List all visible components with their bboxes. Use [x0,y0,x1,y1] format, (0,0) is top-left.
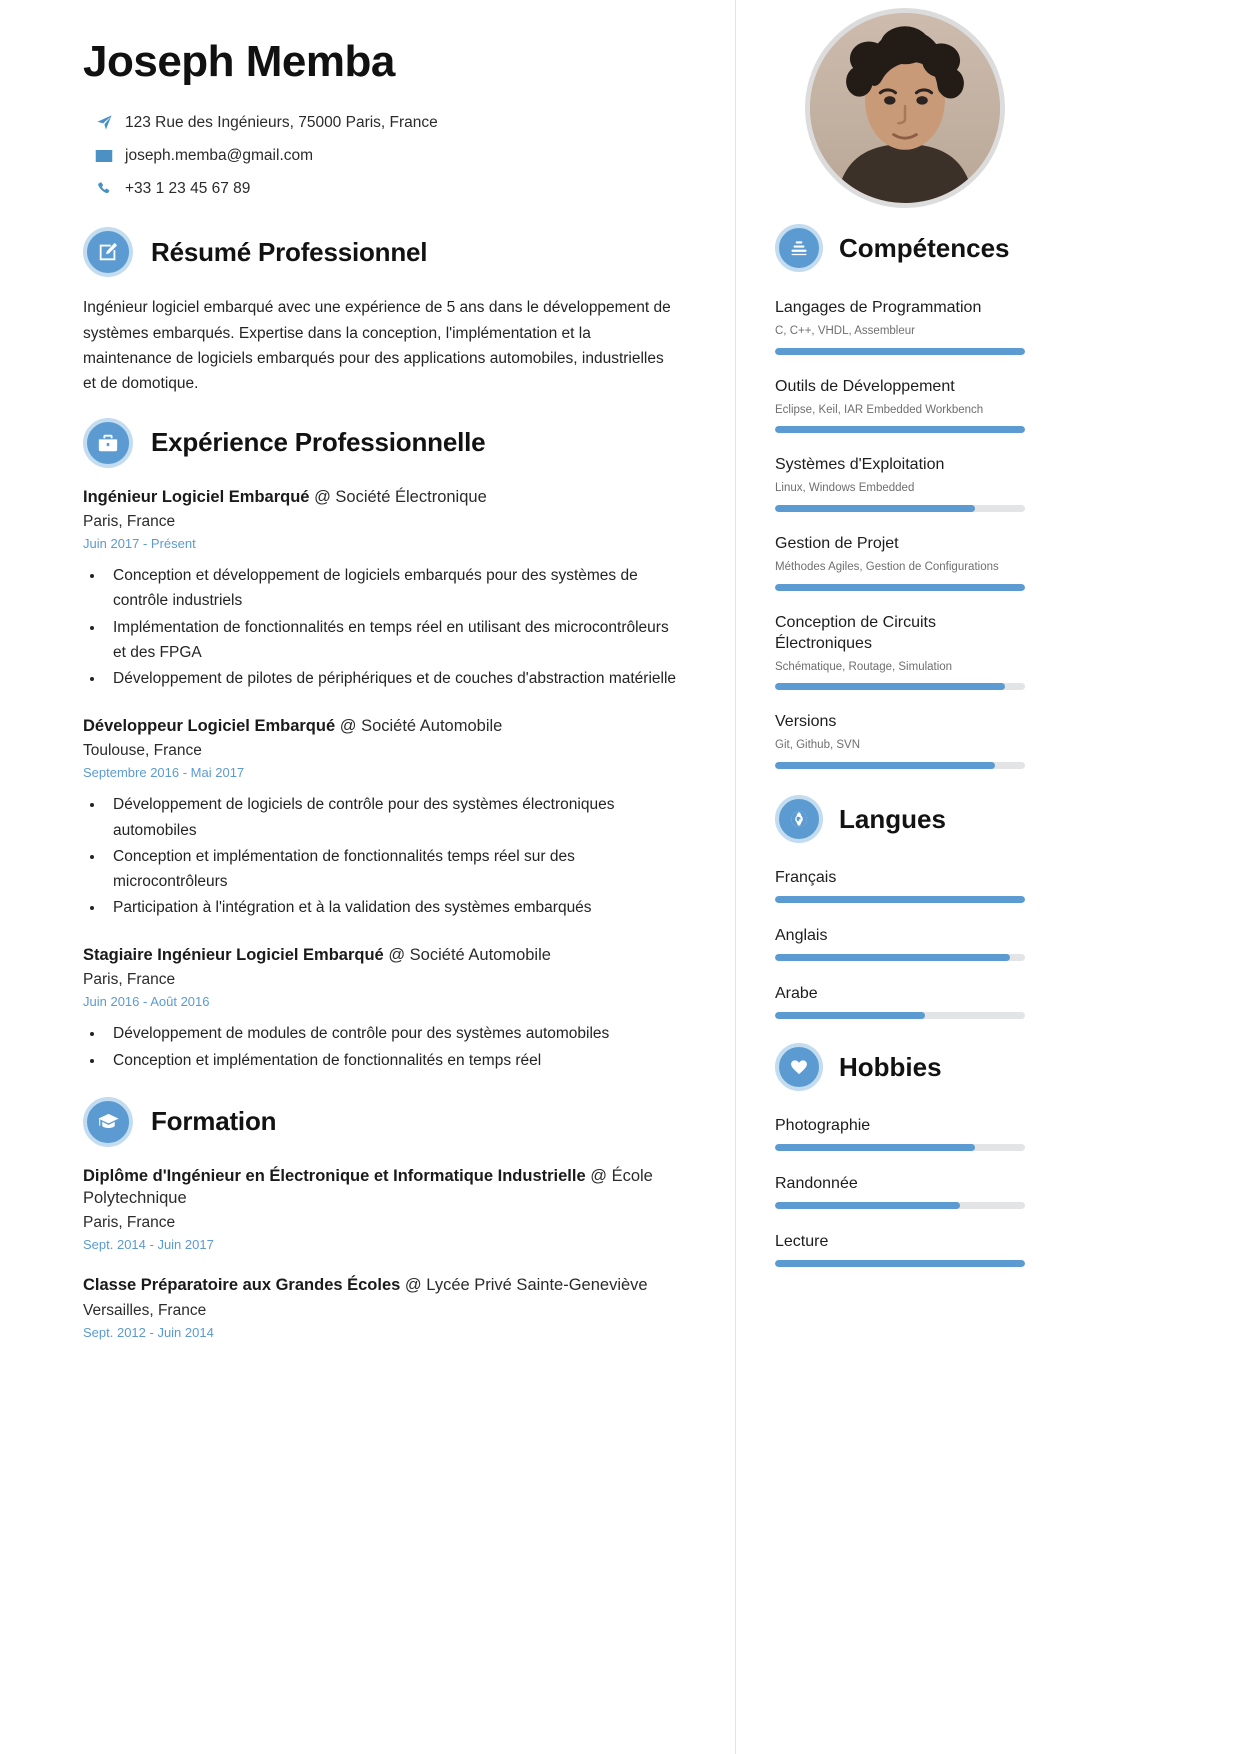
skill-item [775,377,1025,434]
skill-progress-fill [775,584,1025,591]
hobby-progress-fill [775,1260,1025,1267]
briefcase-icon [83,418,133,468]
experience-company: @ Société Automobile [339,716,503,735]
language-progress-fill [775,896,1025,903]
hobby-item [775,1117,1025,1151]
education-entry [83,1274,683,1340]
education-location: Paris, France [83,1214,176,1232]
page-title: Joseph Memba [83,37,395,86]
skill-item [775,455,1025,512]
main-column [83,0,683,1362]
section-header-languages [775,795,1025,843]
experience-dates: Juin 2016 - Août 2016 [83,994,210,1010]
list-item: • Conception et développement de logiciels embarqués pour des systèmes de contrôle industriels [105,563,683,613]
contact-phone-text: +33 1 23 45 67 89 [125,179,251,197]
education-entry-title [83,1165,683,1210]
section-header-summary [83,227,683,277]
experience-entry-title [83,944,683,966]
skill-name: Conception de Circuits Électroniques [775,613,936,652]
skill-progress-bar [775,683,1025,690]
skill-name: Langages de Programmation [775,299,982,316]
skill-progress-bar [775,426,1025,433]
experience-entry [83,944,683,1010]
language-name: Français [775,869,837,887]
experience-entry-title [83,715,683,737]
experience-role: Stagiaire Ingénieur Logiciel Embarqué [83,945,384,964]
heart-icon [775,1043,823,1091]
language-progress-bar [775,1012,1025,1019]
section-title-languages: Langues [839,803,946,834]
section-title-experience: Expérience Professionnelle [151,427,486,458]
experience-company: @ Société Automobile [388,945,551,964]
education-school: @ Lycée Privé Sainte-Geneviève [404,1276,648,1295]
experience-entry-title [83,486,683,508]
list-item: • Participation à l'intégration et à la validation des systèmes embarqués [105,895,683,920]
education-school: @ École Polytechnique [83,1166,653,1207]
phone-icon [83,181,125,197]
list-item: • Conception et implémentation de fonctionnalités temps réel sur des microcontrôleurs [105,844,683,894]
skill-item [775,613,1025,691]
contact-phone [83,172,683,205]
hobby-progress-bar [775,1144,1025,1151]
experience-dates: Juin 2017 - Présent [83,536,196,552]
skill-name: Systèmes d'Exploitation [775,456,945,474]
skill-name: Gestion de Projet [775,535,899,553]
contact-address-text: 123 Rue des Ingénieurs, 75000 Paris, France [125,113,438,131]
language-progress-fill [775,954,1010,961]
skill-progress-bar [775,348,1025,355]
education-dates: Sept. 2012 - Juin 2014 [83,1324,214,1340]
experience-bullets [105,563,683,691]
language-item [775,985,1025,1019]
list-item: • Conception et implémentation de fonctionnalités en temps réel [105,1048,683,1073]
sidebar [775,0,1025,1291]
language-item [775,869,1025,903]
skill-description: Linux, Windows Embedded [775,482,915,495]
hobby-progress-bar [775,1260,1025,1267]
hobby-item [775,1175,1025,1209]
contact-email [83,139,683,172]
language-name: Anglais [775,927,828,945]
experience-company: @ Société Électronique [314,487,487,506]
list-item: • Implémentation de fonctionnalités en temps réel en utilisant des microcontrôleurs et des FPGA [105,615,683,665]
section-title-hobbies: Hobbies [839,1051,942,1082]
language-progress-fill [775,1012,925,1019]
section-title-education: Formation [151,1106,277,1137]
experience-bullets [105,792,683,920]
skill-description: Eclipse, Keil, IAR Embedded Workbench [775,403,984,416]
skill-progress-bar [775,584,1025,591]
experience-role: Ingénieur Logiciel Embarqué [83,487,310,506]
language-name: Arabe [775,985,818,1003]
hobby-item [775,1233,1025,1267]
section-title-skills: Compétences [839,232,1010,263]
skill-progress-fill [775,762,995,769]
skill-description: Git, Github, SVN [775,739,861,752]
experience-dates: Septembre 2016 - Mai 2017 [83,765,245,781]
contact-address [83,106,683,139]
edit-pencil-icon [83,227,133,277]
section-header-skills [775,224,1025,272]
experience-entry [83,715,683,781]
contact-email-text: joseph.memba@gmail.com [125,146,314,164]
experience-entry [83,486,683,552]
section-header-experience [83,418,683,468]
hobby-progress-fill [775,1202,960,1209]
email-icon [83,149,125,163]
section-title-summary: Résumé Professionnel [151,236,428,267]
skill-progress-bar [775,762,1025,769]
hobby-progress-fill [775,1144,975,1151]
education-location: Versailles, France [83,1301,207,1319]
skill-progress-fill [775,505,975,512]
skill-progress-fill [775,348,1025,355]
language-item [775,927,1025,961]
hobby-name: Lecture [775,1233,829,1251]
skill-name: Versions [775,713,837,731]
skill-description: C, C++, VHDL, Assembleur [775,324,915,337]
skill-item [775,298,1025,355]
list-item: • Développement de modules de contrôle pour des systèmes automobiles [105,1021,683,1046]
column-divider [735,0,736,1754]
skill-description: Méthodes Agiles, Gestion de Configurations [775,561,999,573]
skill-item [775,712,1025,769]
hobby-name: Photographie [775,1117,871,1135]
skills-bars-icon [775,224,823,272]
experience-role: Développeur Logiciel Embarqué [83,716,336,735]
hobby-name: Randonnée [775,1175,858,1193]
experience-bullets [105,1021,683,1072]
location-icon [83,114,125,131]
summary-text: Ingénieur logiciel embarqué avec une expérience de 5 ans dans le développement de systèmes embarqués. Expertise dans la conception, l'implémentation et la maintenance de logiciels embarqués pour des applications automobiles, industrielles et de domotique. [83,299,671,392]
education-entry-title [83,1274,683,1296]
experience-location: Paris, France [83,513,176,531]
education-degree: Classe Préparatoire aux Grandes Écoles [83,1276,401,1295]
skill-item [775,534,1025,591]
language-progress-bar [775,954,1025,961]
graduation-cap-icon [83,1097,133,1147]
experience-location: Toulouse, France [83,742,202,760]
section-header-hobbies [775,1043,1025,1091]
education-entry [83,1165,683,1253]
list-item: • Développement de pilotes de périphériques et de couches d'abstraction matérielle [105,666,683,691]
skill-progress-fill [775,426,1025,433]
contact-list [83,106,683,205]
skill-progress-fill [775,683,1005,690]
hobby-progress-bar [775,1202,1025,1209]
skill-progress-bar [775,505,1025,512]
skill-description: Schématique, Routage, Simulation [775,660,953,673]
experience-location: Paris, France [83,971,176,989]
skill-name: Outils de Développement [775,377,955,395]
language-progress-bar [775,896,1025,903]
education-degree: Diplôme d'Ingénieur en Électronique et Informatique Industrielle [83,1166,586,1185]
section-header-education [83,1097,683,1147]
education-dates: Sept. 2014 - Juin 2017 [83,1237,214,1253]
globe-icon [775,795,823,843]
list-item: • Développement de logiciels de contrôle pour des systèmes électroniques automobiles [105,792,683,842]
